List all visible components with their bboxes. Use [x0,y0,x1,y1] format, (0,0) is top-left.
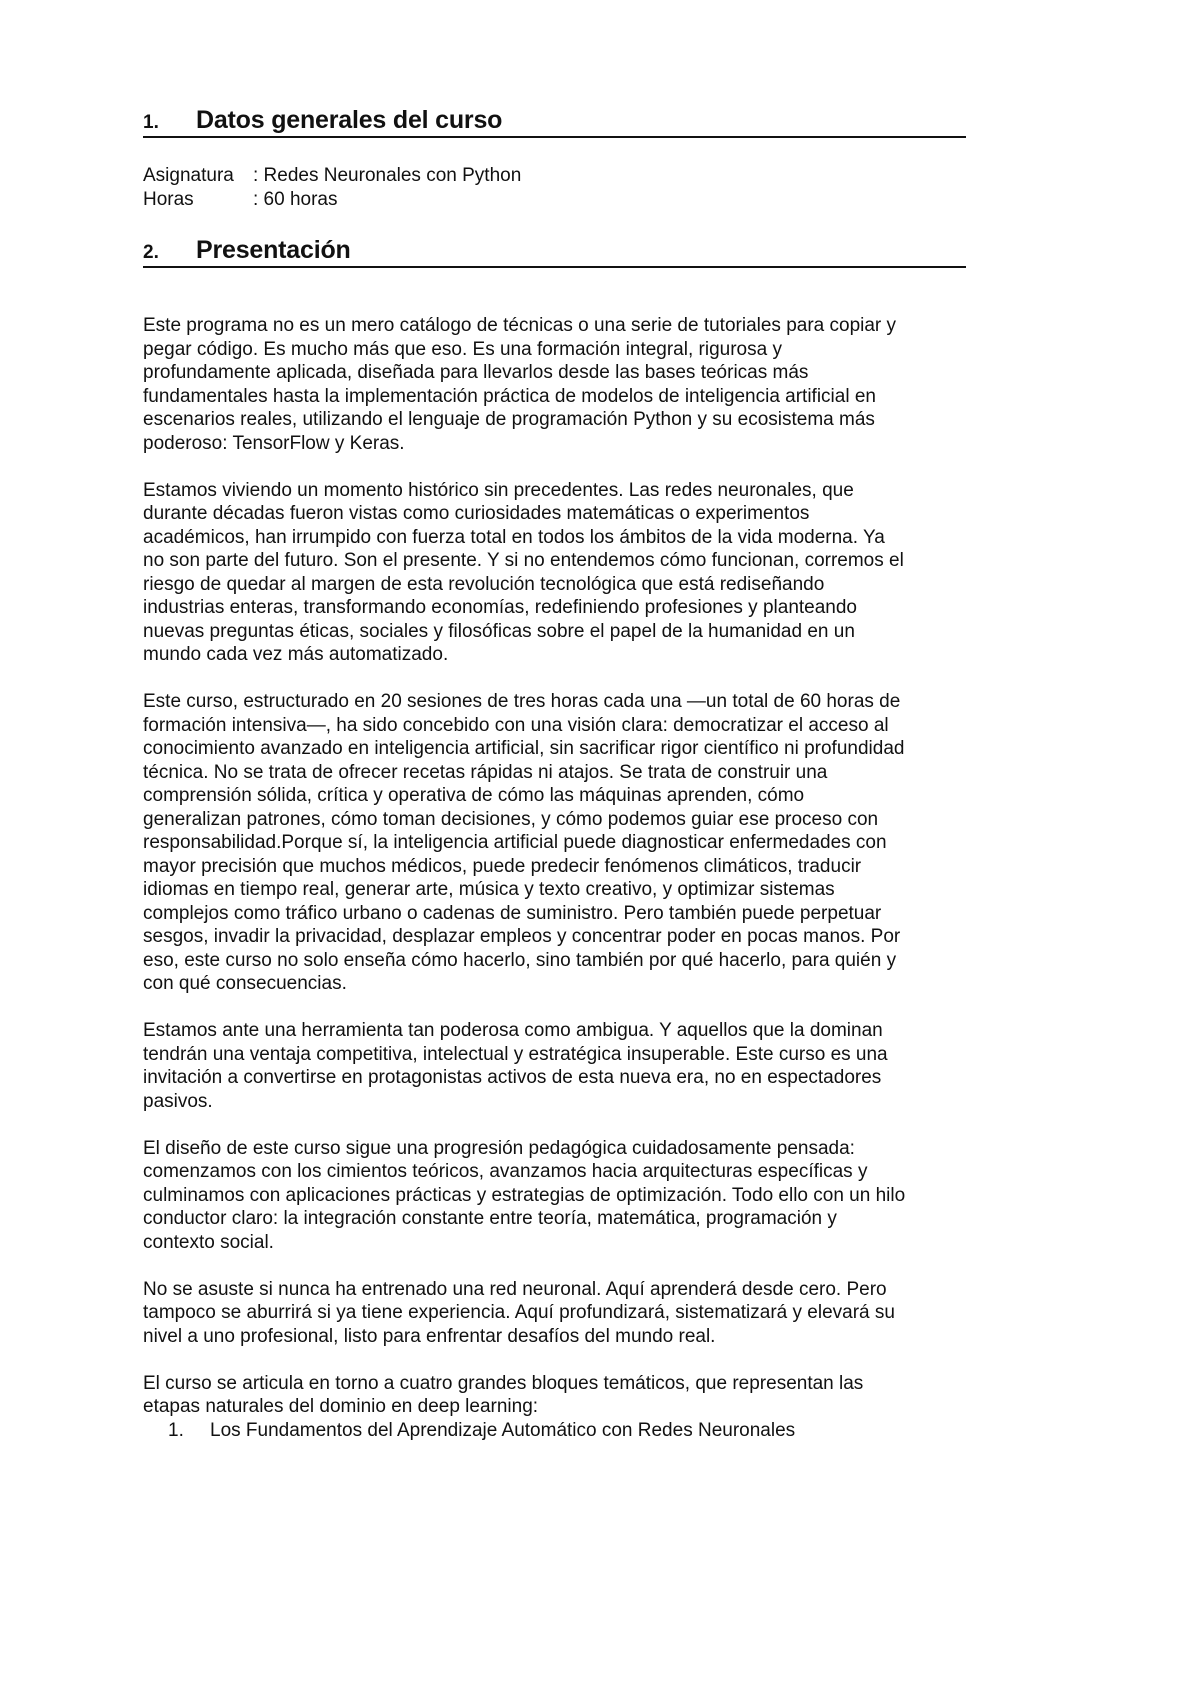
paragraph-line: con qué consecuencias. [143,973,347,994]
paragraph-line: contexto social. [143,1231,274,1253]
paragraph-line: El diseño de este curso sigue una progresión pedagógica cuidadosamente pensada: [143,1137,855,1159]
paragraph-line: Este curso, estructurado en 20 sesiones de tres horas cada una —un total de 60 horas de [143,691,901,712]
paragraph-line: mundo cada vez más automatizado. [143,644,449,665]
paragraph-line: eso, este curso no solo enseña cómo hacerlo, sino también por qué hacerlo, para quién y [143,949,897,971]
list-item [143,1419,1003,1443]
paragraph-line: formación intensiva—, ha sido concebido con una visión clara: democratizar el acceso al [143,714,889,736]
section-number: 1. [143,112,159,133]
paragraph-line: No se asuste si nunca ha entrenado una red neuronal. Aquí aprenderá desde cero. Pero [143,1278,887,1300]
paragraph-line: técnica. No se trata de ofrecer recetas rápidas ni atajos. Se trata de construir una [143,761,828,783]
section-number: 2. [143,242,159,263]
paragraph-line: no son parte del futuro. Son el presente. Y si no entendemos cómo funcionan, corremos el [143,550,904,571]
paragraph-line: tampoco se aburrirá si ya tiene experiencia. Aquí profundizará, sistematizará y elevará su [143,1302,895,1323]
paragraph-line: etapas naturales del dominio en deep learning: [143,1396,539,1417]
section-heading-presentacion [143,236,966,268]
paragraph-line: pegar código. Es mucho más que eso. Es una formación integral, rigurosa y [143,338,782,360]
paragraph [143,1019,1003,1113]
paragraph [143,1278,1003,1349]
list-item-text: Los Fundamentos del Aprendizaje Automático con Redes Neuronales [210,1419,796,1441]
course-info-row-horas [143,188,521,212]
course-info-label: Horas [143,189,194,210]
course-info-label: Asignatura [143,165,234,186]
paragraph [143,314,1003,455]
paragraph-line: industrias enteras, transformando economías, redefiniendo profesiones y planteando [143,597,857,618]
paragraph [143,1372,1003,1419]
paragraph-line: Estamos ante una herramienta tan poderosa como ambigua. Y aquellos que la dominan [143,1020,883,1041]
section-heading-datos-generales [143,106,966,138]
presentation-body [143,314,1003,1442]
paragraph-line: responsabilidad.Porque sí, la inteligencia artificial puede diagnosticar enfermedades con [143,832,887,853]
paragraph-line: culminamos con aplicaciones prácticas y estrategias de optimización. Todo ello con un hilo [143,1184,906,1206]
paragraph-line: sesgos, invadir la privacidad, desplazar empleos y concentrar poder en pocas manos. Por [143,926,901,947]
course-info-value: : 60 horas [253,189,338,210]
paragraph-line: idiomas en tiempo real, generar arte, música y texto creativo, y optimizar sistemas [143,879,835,900]
paragraph-line: riesgo de quedar al margen de esta revolución tecnológica que está rediseñando [143,573,825,595]
paragraph [143,1137,1003,1255]
paragraph-line: conocimiento avanzado en inteligencia artificial, sin sacrificar rigor científico ni profundidad [143,738,905,759]
list-item-number: 1. [168,1419,184,1441]
paragraph-line: complejos como tráfico urbano o cadenas de suministro. Pero también puede perpetuar [143,902,882,924]
paragraph-line: mayor precisión que muchos médicos, puede predecir fenómenos climáticos, traducir [143,855,862,877]
paragraph-line: generalizan patrones, cómo toman decisiones, y cómo podemos guiar ese proceso con [143,808,879,830]
paragraph-line: pasivos. [143,1090,213,1112]
course-info-row-asignatura [143,164,521,188]
paragraph-line: tendrán una ventaja competitiva, intelectual y estratégica insuperable. Este curso es una [143,1043,888,1065]
paragraph-line: Este programa no es un mero catálogo de técnicas o una serie de tutoriales para copiar y [143,315,897,336]
paragraph-line: durante décadas fueron vistas como curiosidades matemáticas o experimentos [143,503,810,524]
paragraph-line: conductor claro: la integración constante entre teoría, matemática, programación y [143,1208,837,1229]
section-title: Presentación [196,236,351,264]
section-title: Datos generales del curso [196,106,503,134]
paragraph [143,690,1003,996]
paragraph-line: comenzamos con los cimientos teóricos, avanzamos hacia arquitecturas específicas y [143,1161,868,1182]
course-info [143,164,521,212]
course-info-value: : Redes Neuronales con Python [253,165,522,186]
paragraph-line: académicos, han irrumpido con fuerza total en todos los ámbitos de la vida moderna. Ya [143,526,885,548]
paragraph-line: invitación a convertirse en protagonistas activos de esta nueva era, no en espectadores [143,1067,882,1088]
paragraph-line: nivel a uno profesional, listo para enfrentar desafíos del mundo real. [143,1325,716,1347]
paragraph [143,479,1003,667]
thematic-blocks-list [143,1419,1003,1443]
paragraph-line: poderoso: TensorFlow y Keras. [143,432,405,454]
paragraph-line: nuevas preguntas éticas, sociales y filosóficas sobre el papel de la humanidad en un [143,620,855,642]
paragraph-line: fundamentales hasta la implementación práctica de modelos de inteligencia artificial en [143,385,876,407]
paragraph-line: profundamente aplicada, diseñada para llevarlos desde las bases teóricas más [143,362,809,383]
paragraph-line: escenarios reales, utilizando el lenguaje de programación Python y su ecosistema más [143,409,875,430]
paragraph-line: El curso se articula en torno a cuatro grandes bloques temáticos, que representan las [143,1372,864,1394]
paragraph-line: comprensión sólida, crítica y operativa de cómo las máquinas aprenden, cómo [143,785,805,806]
paragraph-line: Estamos viviendo un momento histórico sin precedentes. Las redes neuronales, que [143,479,854,501]
